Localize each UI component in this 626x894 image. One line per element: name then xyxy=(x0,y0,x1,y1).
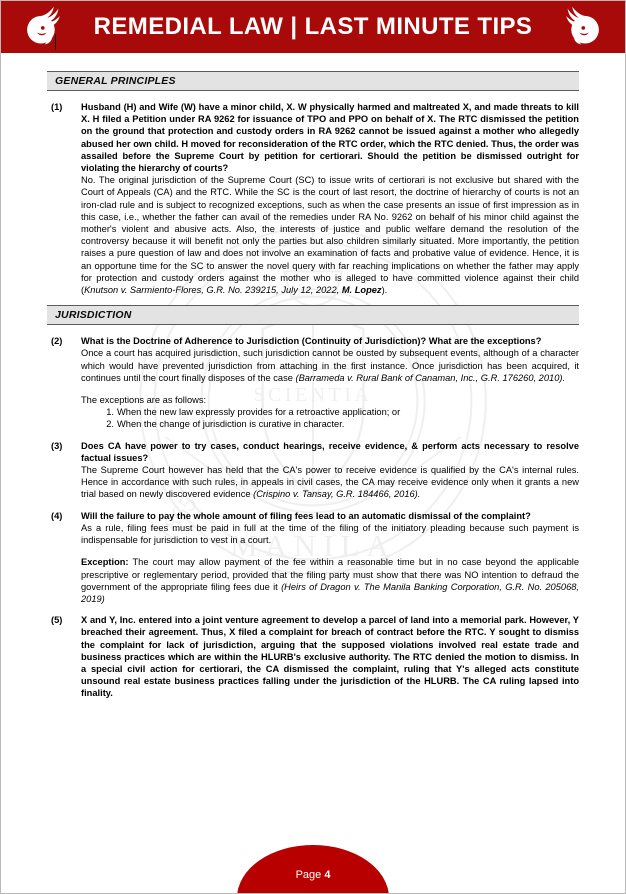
answer-body-1: No. The original jurisdiction of the Supreme Court (SC) to issue writs of certiorari is not exclusive but shared with the Court of Appeals (CA) and the RTC. While the SC is the court of last resort, the doctrine of hierarchy of courts is not an iron-clad rule and is subject to recognized exceptions, such as when the case presents an issue of first impression as in this case, i.e., whether the father can avail of the remedies under RA No. 9262 on behalf of his minor child against the mother's violent and abusive acts. Also, the interests of justice and public welfare demand the resolution of the controversy because it will benefit not only the parties but also children similarly situated. More importantly, the petition raises a pure question of law and does not involve an examination of facts and probative value of evidence. Hence, it is an opportune time for the SC to answer the novel query with far reaching implications on whether the father may apply for protection and custody orders against the mother who is alleged to have committed violence against their child xyxy=(81,175,579,283)
page-number-label xyxy=(296,869,331,881)
exception-citation-4: (Heirs of Dragon v. The Manila Banking Corporation, G.R. No. 205068, 2019) xyxy=(81,581,579,604)
qa-body-4 xyxy=(81,510,579,605)
seal-year: 1865 xyxy=(151,490,203,548)
citation-bold-1: M. Lopez xyxy=(341,285,382,296)
qa-body-2 xyxy=(81,335,579,430)
citation-close-1: ). xyxy=(381,285,388,296)
exceptions-intro-2: The exceptions are as follows: xyxy=(81,395,207,406)
qa-body-1 xyxy=(81,101,579,296)
qa-item-1 xyxy=(47,101,579,296)
question-number-3: (3) xyxy=(51,440,63,451)
answer-body-2: Once a court has acquired jurisdiction, such jurisdiction cannot be ousted by subsequent events, although of a character which would have prevented jurisdiction from attaching in the first instance. Once jurisdiction has been acquired, it continues until the court finally disposes of the case xyxy=(81,348,579,383)
list-item xyxy=(106,418,579,430)
exception-text-4: The court may allow payment of the fee within a reasonable time but in no case beyond the applicable prescriptive or reglementary period, provided that the filing party must show that there was NO intention to defraud the government of the appropriate filing fees due it xyxy=(81,557,579,592)
lion-head-logo-left-icon xyxy=(17,4,63,50)
exceptions-list-2 xyxy=(81,406,579,430)
answer-text-3 xyxy=(81,464,579,501)
seal-text-scientia: SCIENTIA xyxy=(253,384,373,406)
question-text-5: X and Y, Inc. entered into a joint venture agreement to develop a parcel of land into a memorial park. However, Y breached their agreement. Thus, X filed a complaint for breach of contract before the RTC. Y sought to dismiss the complaint for lack of jurisdiction, arguing that the supposed violations involved real estate trade and business practices which are within the HLURB's exclusive authority. The RTC denied the motion to dismiss. In a special civil action for certiorari, the CA dismissed the complaint, ruling that Y's alleged acts constitute unsound real estate business practices falling under the jurisdiction of the HLURB. The CA ruling lapsed into finality. xyxy=(81,615,579,699)
answer-text-2 xyxy=(81,347,579,384)
question-text-4: Will the failure to pay the whole amount of filing fees lead to an automatic dismissal of the complaint? xyxy=(81,510,531,521)
qa-item-4 xyxy=(47,510,579,605)
lion-head-logo-right-icon xyxy=(563,4,609,50)
qa-body-3 xyxy=(81,440,579,501)
page-number-value: 4 xyxy=(324,869,331,881)
qa-item-2 xyxy=(47,335,579,430)
page-label-prefix: Page xyxy=(295,869,325,881)
citation-italic-3: (Crispino v. Tansay, G.R. 184466, 2016). xyxy=(253,489,421,500)
question-number-4: (4) xyxy=(51,510,63,521)
section-heading-general-principles: GENERAL PRINCIPLES xyxy=(47,71,579,91)
page-header-banner xyxy=(1,1,625,53)
seal-text-manila: MANILA xyxy=(230,528,396,563)
answer-text-4: As a rule, filing fees must be paid in full at the time of the filing of the initiatory pleading because such payment is indispensable for jurisdiction to vest in a court. xyxy=(81,522,579,546)
qa-item-3 xyxy=(47,440,579,501)
page-title: REMEDIAL LAW | LAST MINUTE TIPS xyxy=(93,13,533,40)
list-text: When the new law expressly provides for a retroactive application; or xyxy=(117,407,401,418)
answer-body-3: The Supreme Court however has held that the CA's power to receive evidence is qualified by the CA's internal rules. Hence in accordance with such rules, in appeals in civil cases, the CA may receive evidence only when it grants a new trial based on newly discovered evidence xyxy=(81,465,579,500)
citation-open-1: ( xyxy=(81,285,85,296)
section-heading-jurisdiction: JURISDICTION xyxy=(47,305,579,325)
question-text-2: What is the Doctrine of Adherence to Jurisdiction (Continuity of Jurisdiction)? What are the exceptions? xyxy=(81,336,542,347)
citation-italic-1: Knutson v. Sarmiento-Flores, G.R. No. 239215, July 12, 2022, xyxy=(84,285,342,296)
question-number-1: (1) xyxy=(51,102,63,112)
document-content xyxy=(1,53,625,700)
list-marker: 1. xyxy=(106,407,114,418)
answer-text-1 xyxy=(81,174,579,296)
qa-item-5 xyxy=(47,614,579,699)
exception-paragraph-4 xyxy=(81,556,579,605)
question-text-3: Does CA have power to try cases, conduct hearings, receive evidence, & perform acts necessary to resolve factual issues? xyxy=(81,440,579,463)
list-marker: 2. xyxy=(106,419,114,430)
list-item xyxy=(106,406,579,418)
question-number-2: (2) xyxy=(51,336,63,347)
page-footer xyxy=(1,845,625,893)
citation-italic-2: (Barrameda v. Rural Bank of Canaman, Inc., G.R. 176260, 2010). xyxy=(295,372,566,383)
list-text: When the change of jurisdiction is curative in character. xyxy=(117,419,345,430)
question-text-1: Husband (H) and Wife (W) have a minor child, X. W physically harmed and maltreated X, and made threats to kill X. H filed a Petition under RA 9262 for issuance of TPO and PPO on behalf of X. The RTC dismissed the petition on the ground that protection and custody orders in RA 9262 cannot be issued against a mother who allegedly abused her own child. H moved for reconsideration of the RTC order, which the RTC denied. Thus, the order was assailed before the Supreme Court by petition for certiorari. Should the petition be dismissed outright for violating the hierarchy of courts? xyxy=(81,102,579,174)
logo-tick-mark xyxy=(55,34,56,50)
qa-body-5 xyxy=(81,614,579,699)
question-number-5: (5) xyxy=(51,615,63,626)
exception-label-4: Exception: xyxy=(81,557,129,568)
